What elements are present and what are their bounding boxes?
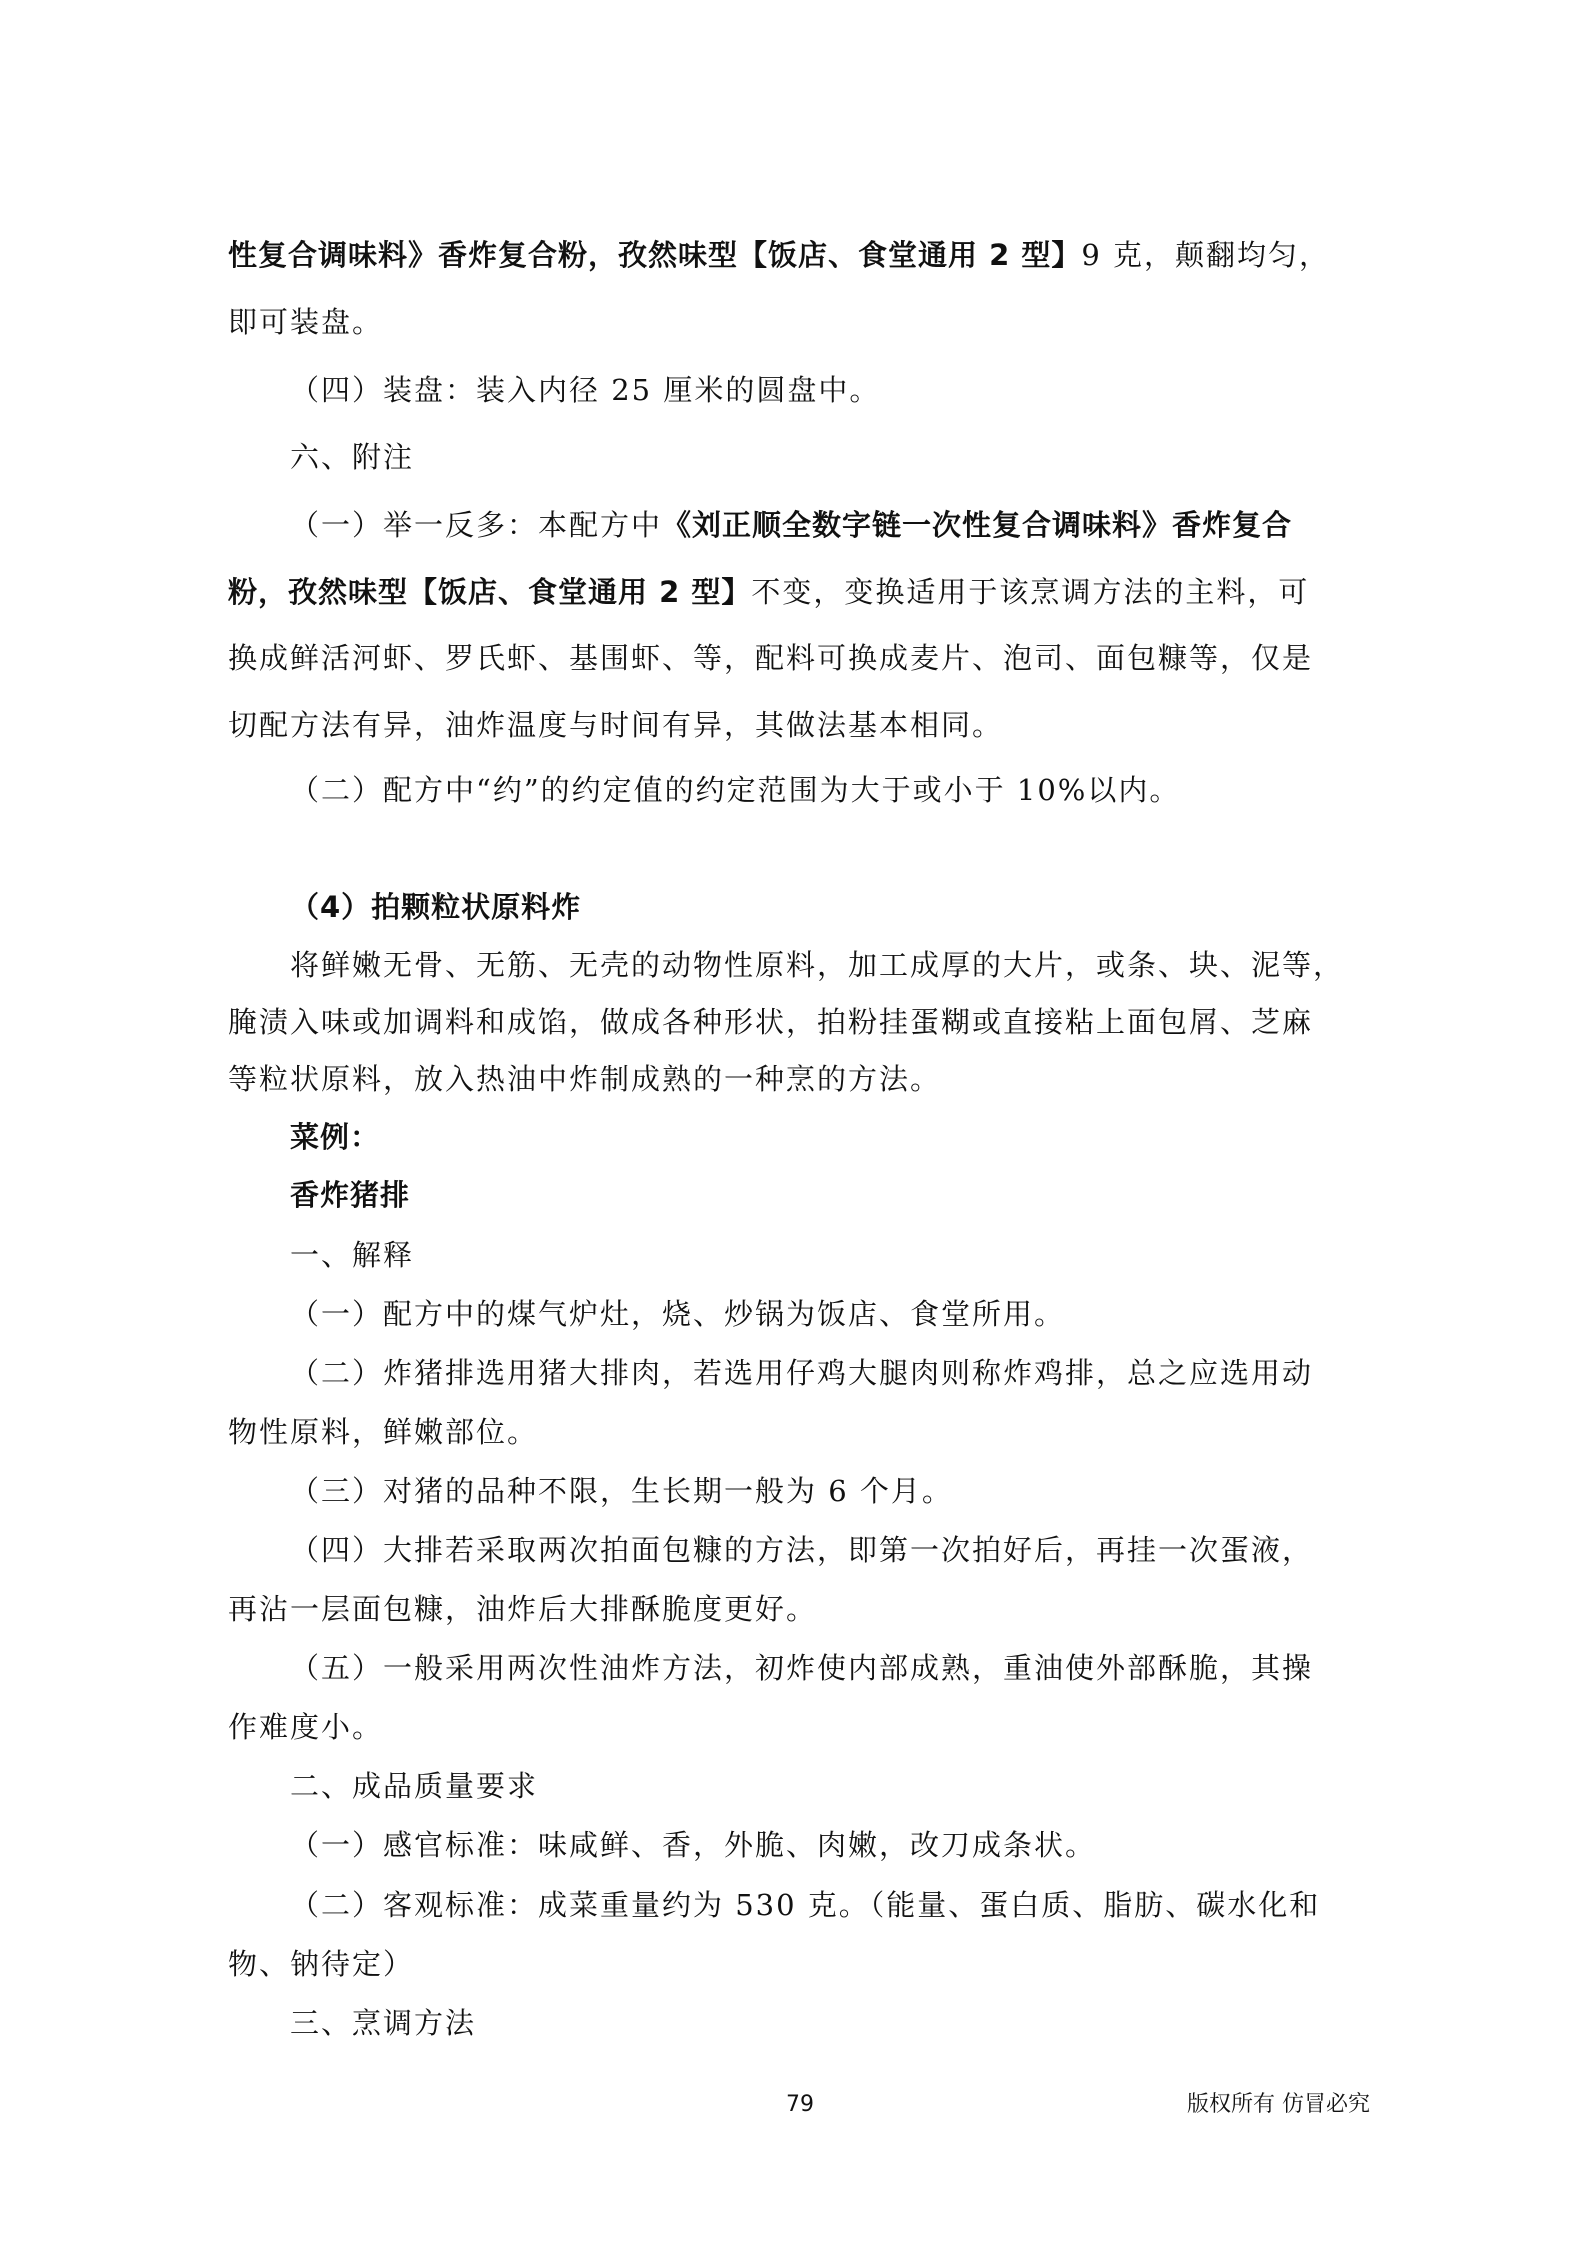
page-number: 79	[786, 2092, 814, 2117]
example-label	[290, 1117, 1370, 1157]
bold-text-segment: 性复合调味料》香炸复合粉，孜然味型【饭店、食堂通用 2 型】	[228, 238, 1082, 272]
text-line	[290, 1648, 1370, 1688]
text-line	[228, 302, 1368, 342]
text-segment: 六、附注	[290, 440, 415, 474]
text-segment: （二）配方中“约”的约定值的约定范围为大于或小于 10%以内。	[290, 773, 1181, 807]
bold-text-segment: 菜例：	[290, 1120, 381, 1154]
text-segment: 腌渍入味或加调料和成馅，做成各种形状，拍粉挂蛋糊或直接粘上面包屑、芝麻	[228, 1005, 1314, 1039]
text-segment: 三、烹调方法	[290, 2006, 477, 2040]
text-line	[290, 1471, 1370, 1511]
text-line	[228, 572, 1368, 612]
text-line	[228, 1412, 1368, 1452]
text-segment: 二、成品质量要求	[290, 1769, 539, 1803]
text-segment: 再沾一层面包糠，油炸后大排酥脆度更好。	[228, 1592, 818, 1626]
text-line	[290, 1825, 1370, 1865]
text-line	[290, 1530, 1370, 1570]
text-line	[290, 1353, 1370, 1393]
section-heading	[290, 2003, 1370, 2043]
text-segment: 作难度小。	[228, 1710, 384, 1744]
section-heading	[290, 1766, 1370, 1806]
bold-text-segment: 《刘正顺全数字链一次性复合调味料》香炸复合	[662, 508, 1293, 542]
text-line	[228, 1059, 1368, 1099]
text-segment: 物、钠待定）	[228, 1947, 415, 1981]
text-line	[290, 1294, 1370, 1334]
text-segment: 换成鲜活河虾、罗氏虾、基围虾、等，配料可换成麦片、泡司、面包糠等，仅是	[228, 641, 1314, 675]
text-line	[290, 770, 1370, 810]
text-segment: 9 克，颠翻均匀，	[1081, 238, 1331, 272]
text-segment: 物性原料，鲜嫩部位。	[228, 1415, 539, 1449]
text-line	[228, 1589, 1368, 1629]
text-line	[228, 1944, 1368, 1984]
text-line	[290, 370, 1370, 410]
subsection-heading	[290, 887, 1370, 927]
text-segment: （三）对猪的品种不限，生长期一般为 6 个月。	[290, 1474, 953, 1508]
text-segment: （五）一般采用两次性油炸方法，初炸使内部成熟，重油使外部酥脆，其操	[290, 1651, 1314, 1685]
text-segment: （一）感官标准：味咸鲜、香，外脆、肉嫩，改刀成条状。	[290, 1828, 1097, 1862]
text-segment: （一）举一反多：本配方中	[290, 508, 663, 542]
text-line	[228, 1002, 1368, 1042]
text-segment: 一、解释	[290, 1238, 415, 1272]
text-line	[228, 638, 1368, 678]
text-segment: （二）客观标准：成菜重量约为 530 克。（能量、蛋白质、脂肪、碳水化和	[290, 1888, 1321, 1922]
text-line	[290, 945, 1370, 985]
text-segment: 即可装盘。	[228, 305, 384, 339]
text-segment: 切配方法有异，油炸温度与时间有异，其做法基本相同。	[228, 708, 1004, 742]
text-segment: （四）大排若采取两次拍面包糠的方法，即第一次拍好后，再挂一次蛋液，	[290, 1533, 1314, 1567]
dish-title	[290, 1175, 1370, 1215]
copyright-notice: 版权所有 仿冒必究	[1187, 2092, 1370, 2117]
text-line	[290, 505, 1370, 545]
section-heading	[290, 437, 1370, 477]
text-line	[228, 705, 1368, 745]
bold-text-segment: 粉，孜然味型【饭店、食堂通用 2 型】	[228, 575, 752, 609]
section-heading	[290, 1235, 1370, 1275]
text-line	[290, 1885, 1370, 1925]
text-segment: 等粒状原料，放入热油中炸制成熟的一种烹的方法。	[228, 1062, 942, 1096]
text-line	[228, 1707, 1368, 1747]
bold-text-segment: （4）拍颗粒状原料炸	[290, 890, 582, 924]
text-segment: （二）炸猪排选用猪大排肉，若选用仔鸡大腿肉则称炸鸡排，总之应选用动	[290, 1356, 1314, 1390]
bold-text-segment: 香炸猪排	[290, 1178, 411, 1212]
text-line	[228, 235, 1368, 275]
text-segment: （一）配方中的煤气炉灶，烧、炒锅为饭店、食堂所用。	[290, 1297, 1066, 1331]
text-segment: （四）装盘：装入内径 25 厘米的圆盘中。	[290, 373, 881, 407]
text-segment: 将鲜嫩无骨、无筋、无壳的动物性原料，加工成厚的大片，或条、块、泥等，	[290, 948, 1345, 982]
text-segment: 不变，变换适用于该烹调方法的主料，可	[751, 575, 1310, 609]
